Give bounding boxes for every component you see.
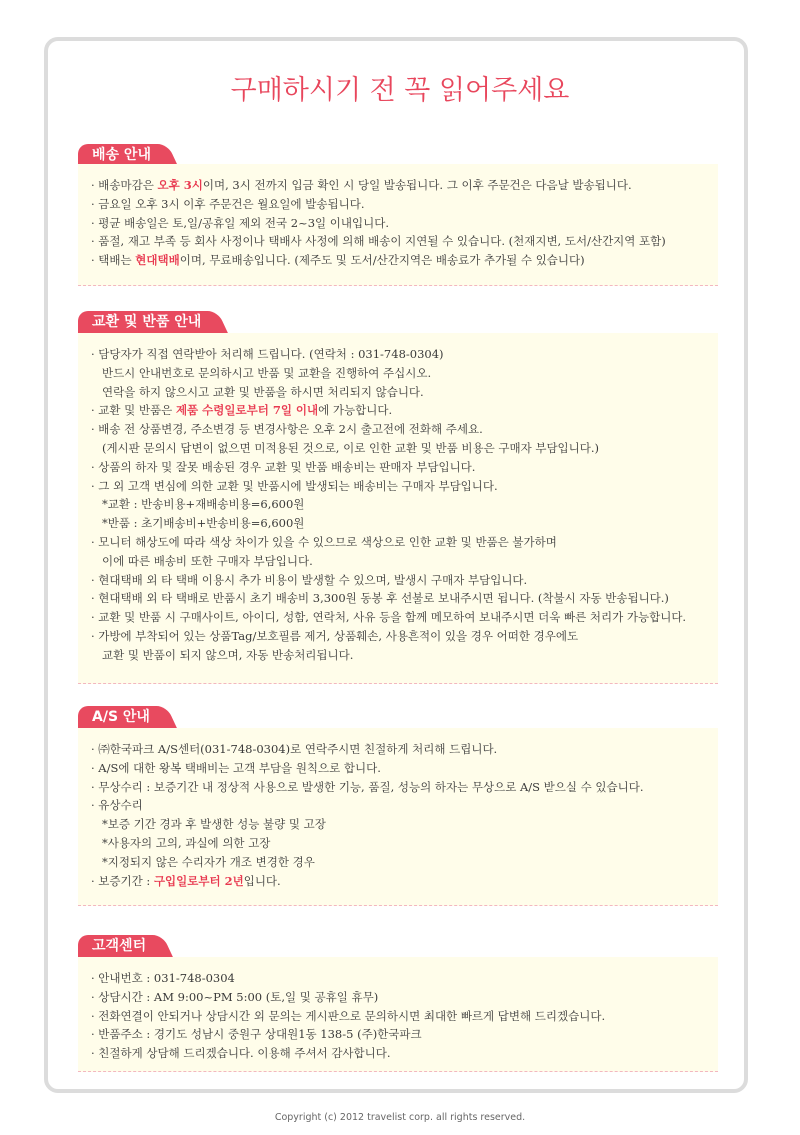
notice-line <box>91 214 718 233</box>
highlight-text: 구입일로부터 2년 <box>153 873 244 888</box>
notice-line <box>91 251 718 270</box>
notice-line <box>91 815 718 834</box>
section-heading: 고객센터 <box>78 935 160 958</box>
notice-line <box>91 853 718 872</box>
notice-line <box>91 420 718 439</box>
line-text: · 전화연결이 안되거나 상담시간 외 문의는 게시판으로 문의하시면 최대한 빠르게 답변해 드리겠습니다. <box>91 1008 606 1023</box>
line-text: *보증 기간 경과 후 발생한 성능 불량 및 고장 <box>91 817 326 832</box>
line-text: · 교환 및 반품 시 구매사이트, 아이디, 성함, 연락처, 사유 등을 함께 메모하여 보내주시면 더욱 빠른 처리가 가능합니다. <box>91 610 687 625</box>
line-text: · 안내번호 : 031-748-0304 <box>91 971 235 985</box>
notice-line <box>91 458 718 477</box>
line-text: · 배송마감은 <box>91 178 158 192</box>
line-text: 교환 및 반품이 되지 않으며, 자동 반송처리됩니다. <box>91 647 354 662</box>
section-body <box>78 164 718 286</box>
line-text: · 모니터 해상도에 따라 색상 차이가 있을 수 있으므로 색상으로 인한 교환 및 반품은 불가하며 <box>91 534 557 549</box>
line-text: · 금요일 오후 3시 이후 주문건은 월요일에 발송됩니다. <box>91 196 365 211</box>
line-text: 이며, 무료배송입니다. (제주도 및 도서/산간지역은 배송료가 추가될 수 있습니다) <box>179 253 585 268</box>
line-text: (게시판 문의시 답변이 없으면 미적용된 것으로, 이로 인한 교환 및 반품 비용은 구매자 부담입니다.) <box>91 440 600 455</box>
notice-line <box>91 176 718 195</box>
notice-line <box>91 401 718 420</box>
notice-line <box>91 364 718 383</box>
line-text: · ㈜한국파크 A/S센터(031-748-0304)로 연락주시면 친절하게 처리해 드립니다. <box>91 742 498 756</box>
line-text: · 품절, 재고 부족 등 회사 사정이나 택배사 사정에 의해 배송이 지연될 수 있습니다. (천재지변, 도서/산간지역 포함) <box>91 234 666 249</box>
notice-line <box>91 834 718 853</box>
notice-line <box>91 195 718 214</box>
section-body <box>78 728 718 906</box>
line-text: *지정되지 않은 수리자가 개조 변경한 경우 <box>91 854 315 869</box>
line-text: *교환 : 반송비용+재배송비용=6,600원 <box>91 497 305 512</box>
line-text: · 배송 전 상품변경, 주소변경 등 변경사항은 오후 2시 출고전에 전화해 주세요. <box>91 422 483 437</box>
line-text: · 현대택배 외 타 택배 이용시 추가 비용이 발생할 수 있으며, 발생시 구매자 부담입니다. <box>91 572 528 587</box>
line-text: 연락을 하지 않으시고 교환 및 반품을 하시면 처리되지 않습니다. <box>91 384 424 399</box>
line-text: 이며, 3시 전까지 입금 확인 시 당일 발송됩니다. 그 이후 주문건은 다음날 발송됩니다. <box>202 178 632 192</box>
notice-line <box>91 571 718 590</box>
line-text: 반드시 안내번호로 문의하시고 반품 및 교환을 진행하여 주십시오. <box>91 365 432 380</box>
line-text: 이에 따른 배송비 또한 구매자 부담입니다. <box>91 553 313 568</box>
line-text: · 상담시간 : AM 9:00~PM 5:00 (토,일 및 공휴일 휴무) <box>91 989 379 1004</box>
notice-line <box>91 872 718 891</box>
section-body <box>78 333 718 684</box>
line-text: · 교환 및 반품은 <box>91 403 176 418</box>
notice-line <box>91 589 718 608</box>
notice-line <box>91 608 718 627</box>
notice-line <box>91 383 718 402</box>
notice-line <box>91 1044 718 1063</box>
line-text: · 현대택배 외 타 택배로 반품시 초기 배송비 3,300원 동봉 후 선불로 보내주시면 됩니다. (착불시 자동 반송됩니다.) <box>91 591 669 606</box>
highlight-text: 제품 수령일로부터 7일 이내 <box>175 403 319 418</box>
notice-line <box>91 988 718 1007</box>
line-text: *사용자의 고의, 과실에 의한 고장 <box>91 835 271 850</box>
line-text: 입니다. <box>243 873 281 888</box>
notice-line <box>91 969 718 988</box>
notice-line <box>91 740 718 759</box>
notice-line <box>91 627 718 646</box>
line-text: · A/S에 대한 왕복 택배비는 고객 부담을 원칙으로 합니다. <box>91 760 381 775</box>
copyright: Copyright (c) 2012 travelist corp. all rights reserved. <box>274 1112 526 1123</box>
line-text: · 그 외 고객 변심에 의한 교환 및 반품시에 발생되는 배송비는 구매자 부담입니다. <box>91 478 498 493</box>
line-text: 에 가능합니다. <box>318 403 393 418</box>
section-heading: A/S 안내 <box>78 706 164 729</box>
notice-line <box>91 477 718 496</box>
line-text: · 유상수리 <box>91 798 143 813</box>
notice-line <box>91 495 718 514</box>
line-text: · 택배는 <box>91 253 136 268</box>
notice-line <box>91 232 718 251</box>
line-text: · 담당자가 직접 연락받아 처리해 드립니다. (연락처 : 031-748-0304) <box>91 347 444 361</box>
highlight-text: 현대택배 <box>135 253 180 268</box>
page-title: 구매하시기 전 꼭 읽어주세요 <box>230 75 570 106</box>
notice-line <box>91 796 718 815</box>
section-heading: 배송 안내 <box>78 144 165 167</box>
notice-line <box>91 759 718 778</box>
notice-line <box>91 514 718 533</box>
line-text: · 친절하게 상담해 드리겠습니다. 이용해 주셔서 감사합니다. <box>91 1046 391 1061</box>
section-body <box>78 957 718 1072</box>
notice-line <box>91 646 718 665</box>
line-text: · 보증기간 : <box>91 873 154 888</box>
line-text: · 가방에 부착되어 있는 상품Tag/보호필름 제거, 상품훼손, 사용흔적이 있을 경우 어떠한 경우에도 <box>91 628 579 643</box>
line-text: · 상품의 하자 및 잘못 배송된 경우 교환 및 반품 배송비는 판매자 부담입니다. <box>91 459 476 474</box>
notice-line <box>91 345 718 364</box>
highlight-text: 오후 3시 <box>157 178 203 192</box>
notice-line <box>91 1007 718 1026</box>
notice-line <box>91 552 718 571</box>
notice-line <box>91 533 718 552</box>
notice-line <box>91 1025 718 1044</box>
line-text: · 무상수리 : 보증기간 내 정상적 사용으로 발생한 기능, 품질, 성능의 하자는 무상으로 A/S 받으실 수 있습니다. <box>91 779 644 794</box>
line-text: *반품 : 초기배송비+반송비용=6,600원 <box>91 516 305 531</box>
notice-line <box>91 778 718 797</box>
line-text: · 평균 배송일은 토,일/공휴일 제외 전국 2~3일 이내입니다. <box>91 215 389 230</box>
line-text: · 반품주소 : 경기도 성남시 중원구 상대원1동 138-5 (주)한국파크 <box>91 1027 422 1042</box>
notice-line <box>91 439 718 458</box>
section-heading: 교환 및 반품 안내 <box>78 311 215 334</box>
